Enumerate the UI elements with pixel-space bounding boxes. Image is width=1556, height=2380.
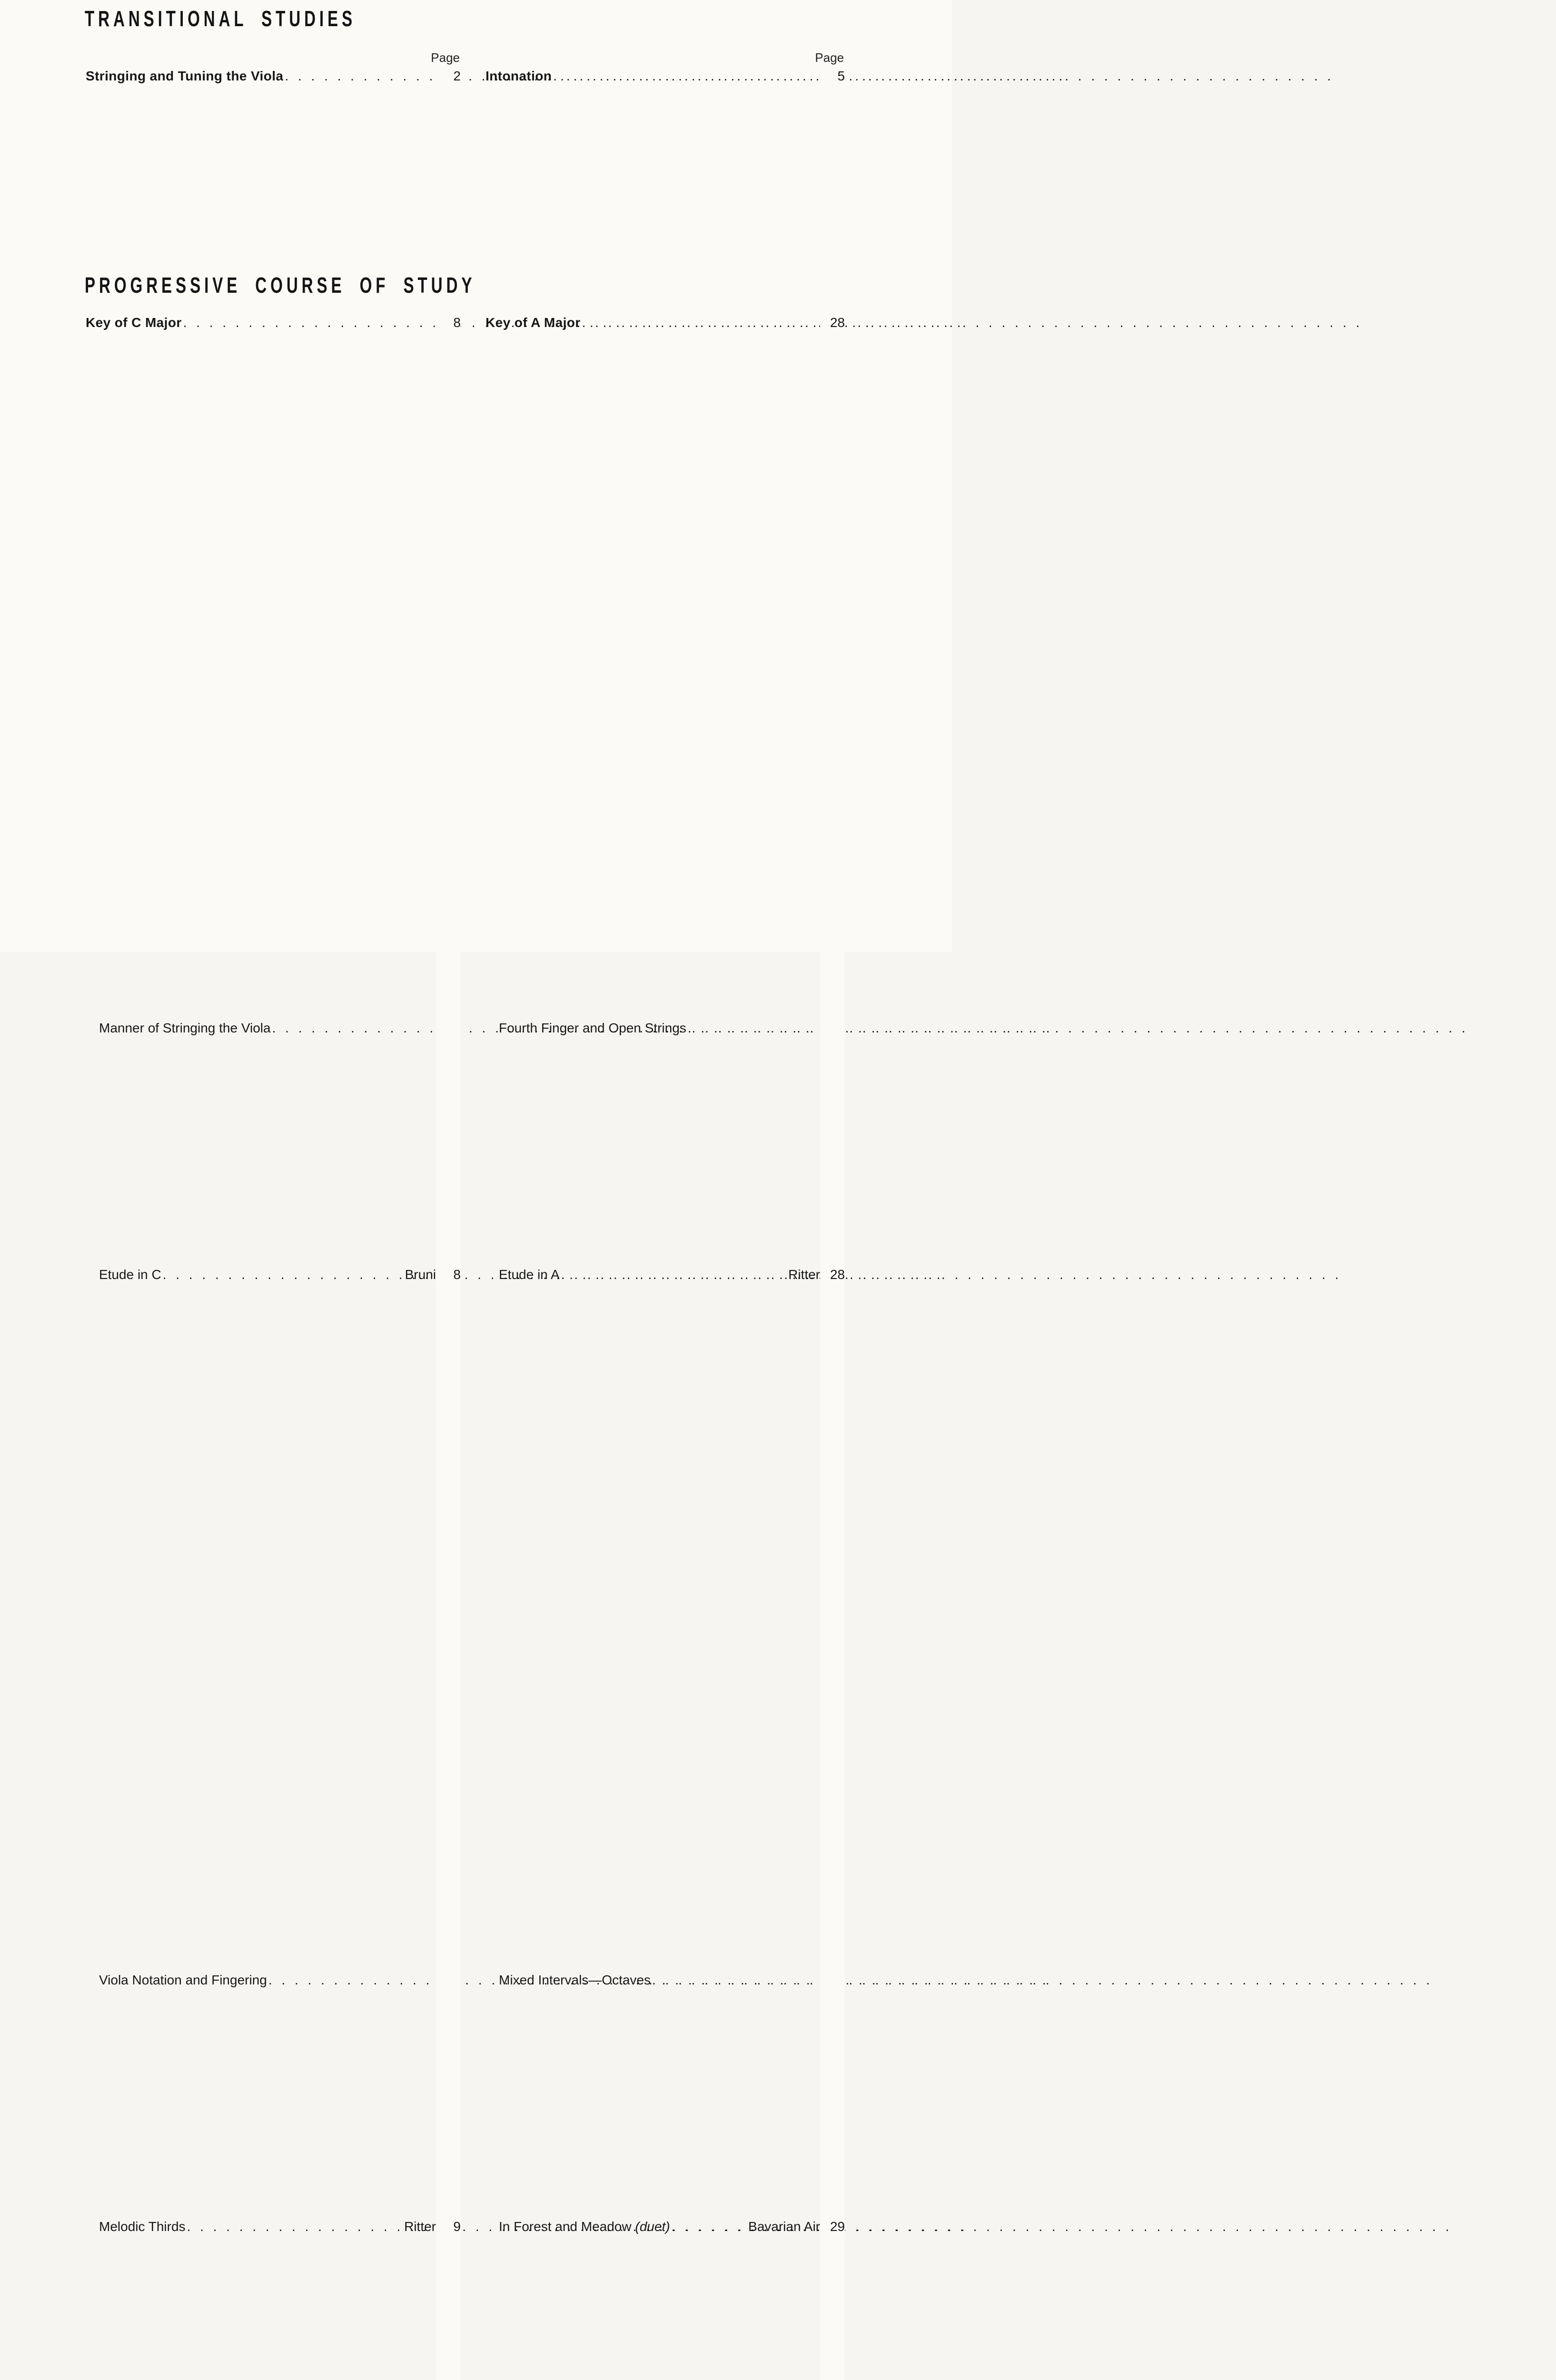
entry-label xyxy=(99,2218,186,2235)
progressive-columns xyxy=(86,314,845,2380)
entry-page-number: 8 xyxy=(436,314,461,1266)
entry-title-text: Intonation xyxy=(486,69,552,83)
entry-label xyxy=(499,1266,560,1283)
dot-leader xyxy=(285,68,433,85)
dot-leader xyxy=(553,68,817,85)
entry-page-number: 28 xyxy=(820,314,845,1266)
entry-title-text: Viola Notation and Fingering xyxy=(99,1973,267,1987)
entry-label xyxy=(86,68,283,85)
toc-entry xyxy=(86,1266,461,2218)
toc-entry xyxy=(486,2218,845,2380)
entry-title-text: Etude in A xyxy=(499,1267,560,1282)
entry-title-text: Manner of Stringing the Viola xyxy=(99,1021,271,1035)
dot-leader xyxy=(672,2218,746,2235)
entry-title-text: Key of A Major xyxy=(486,315,581,330)
dot-leader xyxy=(582,314,817,331)
toc-entry xyxy=(86,314,461,1266)
dot-leader xyxy=(163,1266,402,1283)
entry-label xyxy=(499,2218,670,2235)
entry-title-text: Etude in C xyxy=(99,1267,161,1282)
entry-title-text: Fourth Finger and Open Strings xyxy=(499,1021,686,1035)
entry-label xyxy=(99,1266,161,1283)
dot-leader xyxy=(561,1266,785,1283)
entry-label xyxy=(486,314,581,331)
progressive-left-column xyxy=(86,314,461,2380)
entry-label xyxy=(86,314,182,331)
toc-entry xyxy=(486,314,845,1266)
entry-page-number: 2 xyxy=(436,68,461,1020)
entry-title-text: Mixed Intervals—Octaves xyxy=(499,1973,651,1987)
entry-author: Bruni xyxy=(405,1267,436,1282)
section-title-progressive-course: PROGRESSIVE COURSE OF STUDY xyxy=(85,273,476,298)
entry-page-number: 5 xyxy=(820,68,845,1020)
toc-entry xyxy=(86,2218,461,2380)
entry-title-text: In Forest and Meadow xyxy=(499,2219,632,2234)
entry-author: Ritter xyxy=(788,1267,820,1282)
progressive-right-column xyxy=(486,314,845,2380)
entry-author: Bavarian Air xyxy=(748,2219,820,2234)
section-title-transitional-studies: TRANSITIONAL STUDIES xyxy=(85,6,357,31)
toc-entry xyxy=(486,1266,845,2218)
page-column-header: Page xyxy=(815,50,844,65)
progressive-left-list xyxy=(86,314,461,2380)
entry-page-number: 28 xyxy=(820,1266,845,2218)
page-column-header: Page xyxy=(431,50,460,65)
entry-page-number: 8 xyxy=(436,1266,461,2218)
entry-title-text: Key of C Major xyxy=(86,315,182,330)
entry-title-text: Melodic Thirds xyxy=(99,2219,186,2234)
entry-page-number: 9 xyxy=(436,2218,461,2380)
dot-leader xyxy=(183,314,433,331)
entry-label xyxy=(486,68,552,85)
entry-author: Ritter xyxy=(404,2219,436,2234)
dot-leader xyxy=(187,2218,402,2235)
entry-title-text: Stringing and Tuning the Viola xyxy=(86,69,284,83)
entry-qualifier: (duet) xyxy=(631,2219,670,2234)
progressive-right-list xyxy=(486,314,845,2380)
entry-page-number: 29 xyxy=(820,2218,845,2380)
